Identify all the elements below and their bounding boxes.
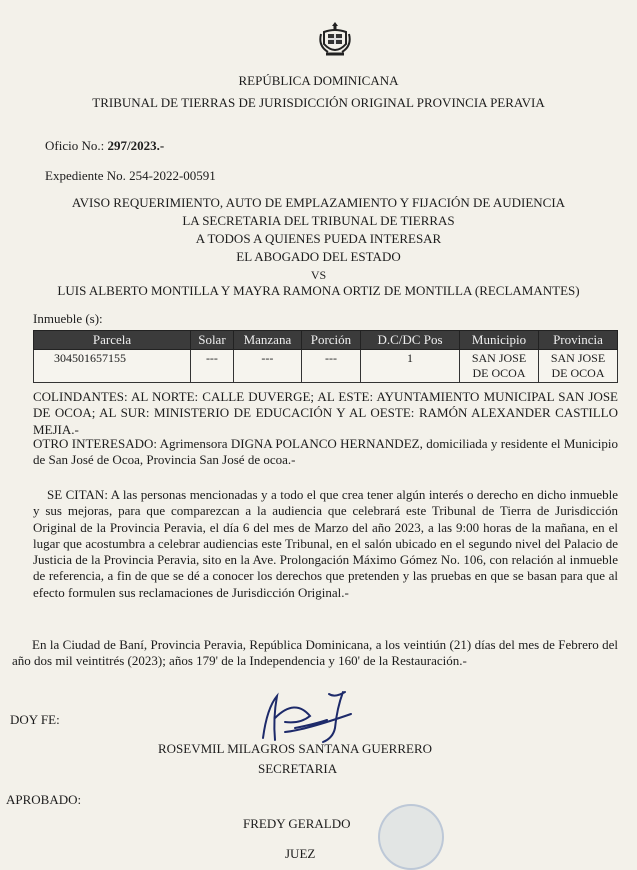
- title-line-3: A TODOS A QUIENES PUEDA INTERESAR: [195, 231, 442, 246]
- colindantes-paragraph: COLINDANTES: AL NORTE: CALLE DUVERGE; AL ESTE: AYUNTAMIENTO MUNICIPAL SAN JOSE DE OCOA; AL SUR: MINISTERIO DE EDUCACIÓN Y AL OESTE: RAMÓN ALEXANDER CASTILLO MEJIA.-: [33, 389, 618, 437]
- title-line-5: VS: [310, 268, 327, 282]
- cell-solar: ---: [191, 350, 234, 383]
- col-solar: Solar: [191, 331, 234, 350]
- coat-of-arms-icon: [318, 20, 352, 60]
- otro-interesado-paragraph: OTRO INTERESADO: Agrimensora DIGNA POLANCO HERNANDEZ, domiciliada y residente el Municipio de San José de Ocoa, Provincia San José de ocoa.-: [33, 436, 618, 468]
- table-header-row: [34, 331, 618, 350]
- table-row: [34, 350, 618, 383]
- col-dc-pos: D.C/DC Pos: [361, 331, 460, 350]
- title-line-1: AVISO REQUERIMIENTO, AUTO DE EMPLAZAMIENTO Y FIJACIÓN DE AUDIENCIA: [71, 195, 566, 210]
- se-citan-paragraph: SE CITAN: A las personas mencionadas y a todo el que crea tener algún interés o derecho en dicho inmueble y sus mejoras, para que comparezcan a la audiencia que celebrará este Tribunal de Tierra de Jurisdicción Original de la Provincia Peravia, el día 6 del mes de Marzo del año 2023, a las 9:00 horas de la mañana, en el lugar que acostumbra a celebrar audiencias este Tribunal, en el salón ubicado en el segundo nivel del Palacio de Justicia de la Provincia Peravia, sito en la Ave. Prolongación Máximo Gómez No. 106, con relación al inmueble de referencia, a fin de que se dé a conocer los derechos que pretenden y las pruebas en que se basan para que al efecto formulen sus reclamaciones de Jurisdicción Original.-: [33, 487, 618, 600]
- col-parcela: Parcela: [34, 331, 191, 350]
- handwritten-signature-icon: [255, 688, 355, 748]
- doy-fe-label: DOY FE:: [10, 712, 60, 727]
- title-line-6: LUIS ALBERTO MONTILLA Y MAYRA RAMONA ORTIZ DE MONTILLA (RECLAMANTES): [57, 283, 580, 298]
- secretaria-name: ROSEVMIL MILAGROS SANTANA GUERRERO: [158, 741, 433, 756]
- oficio-number: [45, 138, 164, 154]
- secretaria-title: SECRETARIA: [258, 761, 338, 776]
- cell-manzana: ---: [233, 350, 301, 383]
- fecha-paragraph: En la Ciudad de Baní, Provincia Peravia, República Dominicana, a los veintiún (21) días del mes de Febrero del año dos mil veintitrés (2023); años 179' de la Independencia y 160' de la Restauración.-: [12, 637, 618, 669]
- aprobado-label: APROBADO:: [6, 792, 82, 807]
- title-line-2: LA SECRETARIA DEL TRIBUNAL DE TIERRAS: [182, 213, 455, 228]
- col-provincia: Provincia: [539, 331, 618, 350]
- col-municipio: Municipio: [460, 331, 539, 350]
- col-manzana: Manzana: [233, 331, 301, 350]
- oficio-label: Oficio No.:: [45, 138, 108, 153]
- juez-name: FREDY GERALDO: [243, 816, 351, 831]
- cell-parcela: 304501657155: [34, 350, 191, 383]
- expediente-number: Expediente No. 254-2022-00591: [45, 168, 216, 183]
- country-heading: REPÚBLICA DOMINICANA: [238, 73, 399, 88]
- oficio-value: 297/2023.-: [107, 138, 165, 153]
- cell-municipio: SAN JOSE DE OCOA: [460, 350, 539, 383]
- inmueble-table: [33, 330, 618, 383]
- court-seal-stamp-icon: [378, 804, 444, 870]
- court-heading: TRIBUNAL DE TIERRAS DE JURISDICCIÓN ORIGINAL PROVINCIA PERAVIA: [92, 95, 545, 110]
- cell-dc-pos: 1: [361, 350, 460, 383]
- cell-porcion: ---: [301, 350, 360, 383]
- title-line-4: EL ABOGADO DEL ESTADO: [236, 249, 401, 264]
- cell-provincia: SAN JOSE DE OCOA: [539, 350, 618, 383]
- col-porcion: Porción: [301, 331, 360, 350]
- juez-title: JUEZ: [285, 846, 316, 861]
- inmueble-label: Inmueble (s):: [33, 311, 103, 326]
